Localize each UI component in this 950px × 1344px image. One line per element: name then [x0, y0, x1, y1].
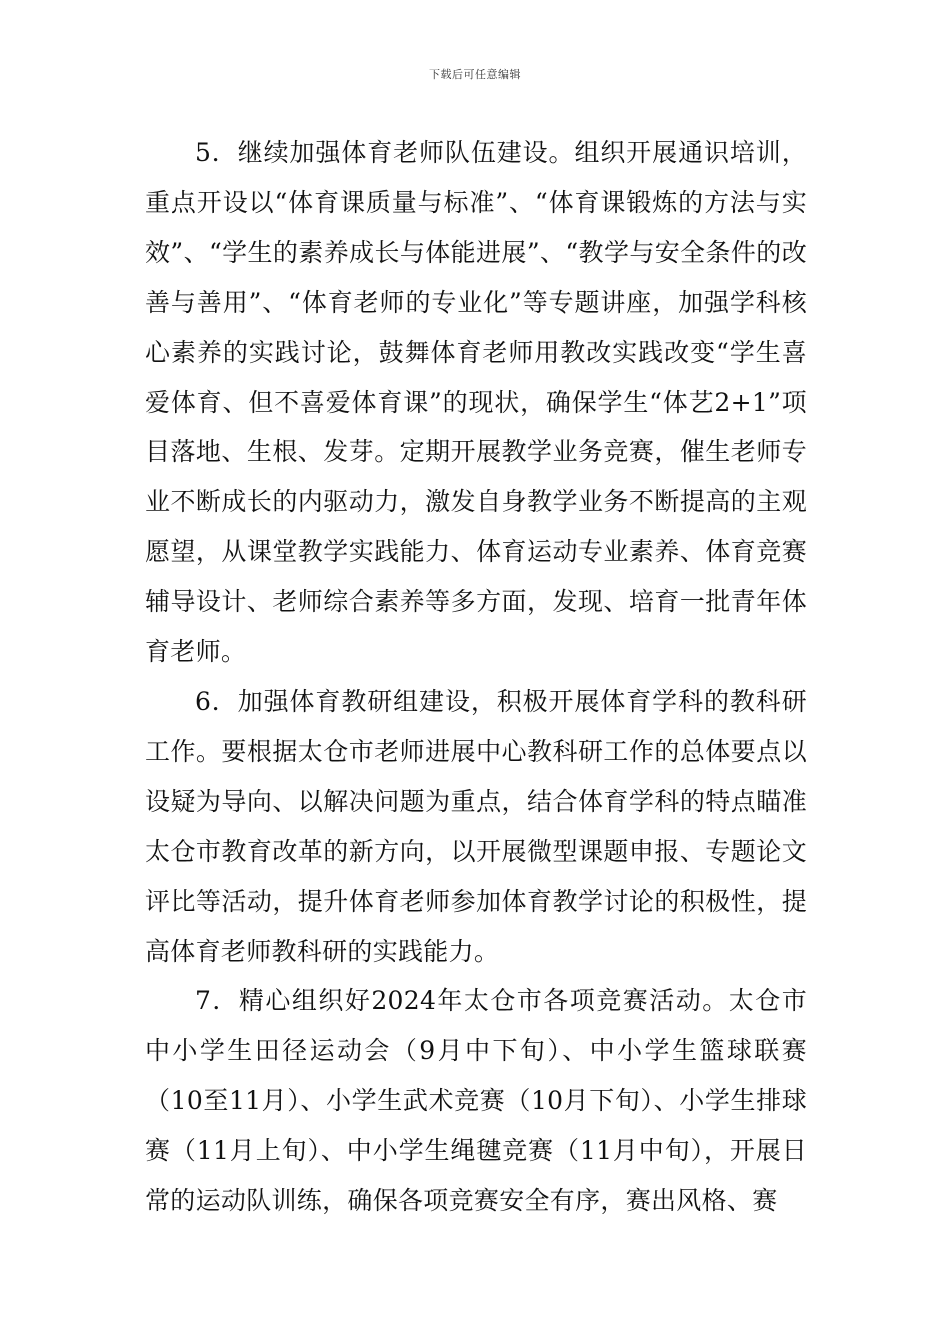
page-header-note: 下载后可任意编辑	[429, 68, 521, 81]
paragraph-item-5: 5．继续加强体育老师队伍建设。组织开展通识培训，重点开设以“体育课质量与标准”、“体育课锻炼的方法与实效”、“学生的素养成长与体能进展”、“教学与安全条件的改善与善用”、“体育老师的专业化”等专题讲座，加强学科核心素养的实践讨论，鼓舞体育老师用教改实践改变“学生喜爱体育、但不喜爱体育课”的现状，确保学生“体艺2+1”项目落地、生根、发芽。定期开展教学业务竞赛，催生老师专业不断成长的内驱动力，激发自身教学业务不断提高的主观愿望，从课堂教学实践能力、体育运动专业素养、体育竞赛辅导设计、老师综合素养等多方面，发现、培育一批青年体育老师。	[145, 138, 807, 667]
document-body	[145, 128, 807, 1226]
paragraph-item-7: 7．精心组织好2024年太仓市各项竞赛活动。太仓市中小学生田径运动会（9月中下旬）、中小学生篮球联赛（10至11月）、小学生武术竞赛（10月下旬）、小学生排球赛（11月上旬）、中小学生绳毽竞赛（11月中旬），开展日常的运动队训练，确保各项竞赛安全有序，赛出风格、赛	[145, 986, 807, 1216]
paragraph-item-6: 6．加强体育教研组建设，积极开展体育学科的教科研工作。要根据太仓市老师进展中心教科研工作的总体要点以设疑为导向、以解决问题为重点，结合体育学科的特点瞄准太仓市教育改革的新方向，以开展微型课题申报、专题论文评比等活动，提升体育老师参加体育教学讨论的积极性，提高体育老师教科研的实践能力。	[145, 686, 807, 966]
